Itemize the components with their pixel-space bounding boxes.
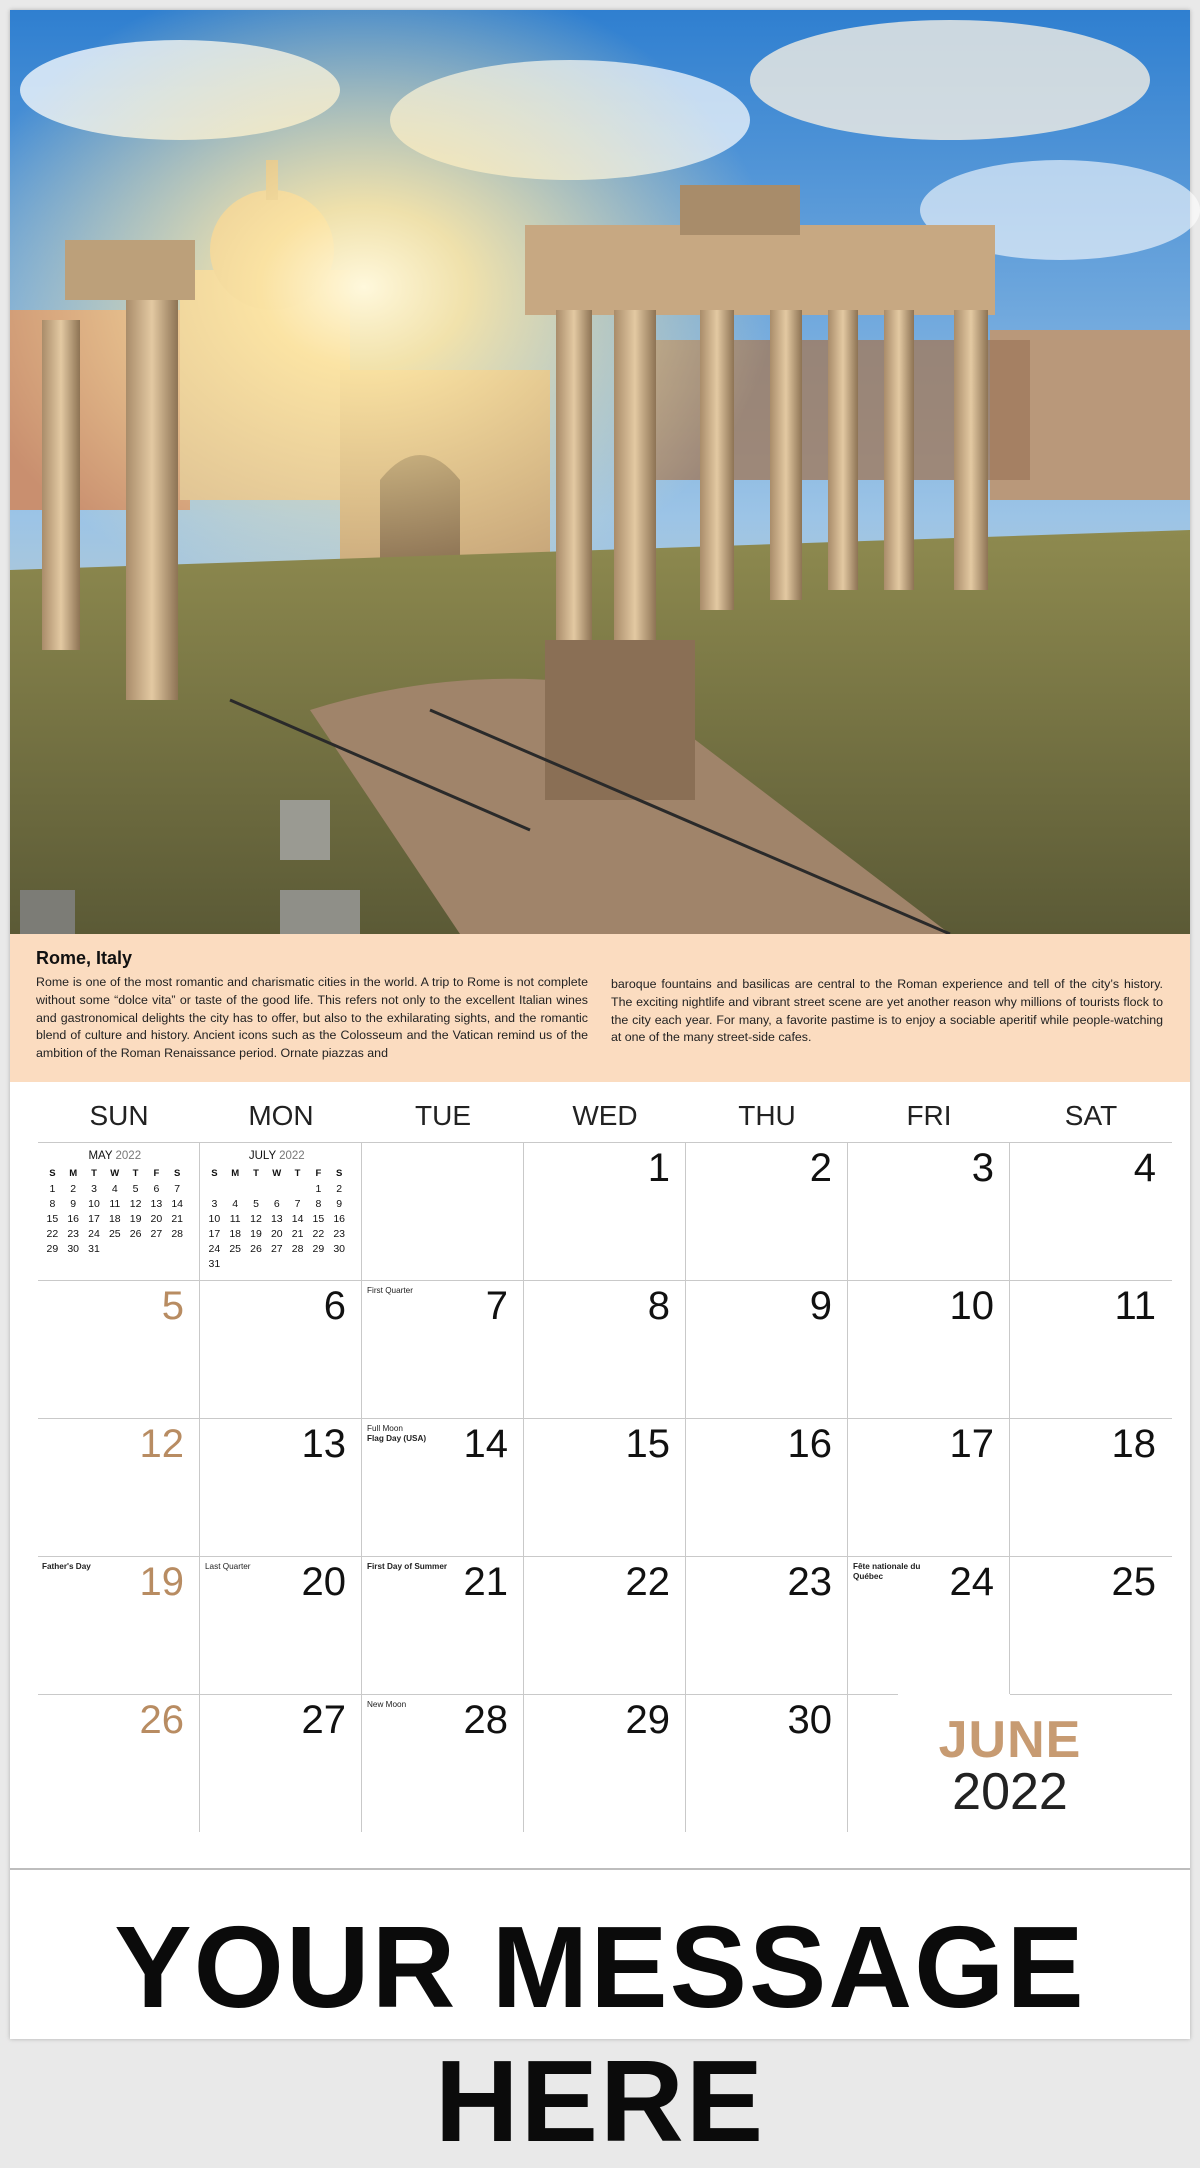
year-label: 2022 [952, 1763, 1068, 1821]
advertiser-message: YOUR MESSAGE HERE [114, 1902, 1086, 2166]
grid-line [199, 1142, 200, 1832]
day-number: 11 [1114, 1284, 1156, 1328]
mini-day: 31 [208, 1257, 221, 1270]
mini-day: 24 [208, 1242, 221, 1255]
mini-day [308, 1256, 329, 1271]
day-number: 24 [949, 1560, 994, 1604]
mini-day: 1 [315, 1182, 322, 1195]
mini-day: 14 [171, 1197, 184, 1210]
description-text-right: baroque fountains and basilicas are central to the Roman experience and tell of the city’s history. The exciting nightlife and vibrant street scene are yet another reason why millions of tourists flock to the city each year. For many, a favorite pastime is to enjoy a sociable aperitif while people-watching at one of the many street-side cafes. [611, 977, 1163, 1045]
mini-day [266, 1181, 287, 1196]
dow-sun: SUN [89, 1100, 149, 1131]
day-number: 1 [647, 1146, 670, 1190]
note-new-moon: New Moon [367, 1700, 407, 1709]
mini-day: 14 [291, 1212, 304, 1225]
mini-day: 30 [67, 1242, 80, 1255]
mini-day: 20 [150, 1212, 163, 1225]
mini-day [125, 1241, 146, 1256]
note-last-quarter: Last Quarter [205, 1562, 251, 1571]
mini-day: 9 [336, 1197, 343, 1210]
mini-day: 17 [208, 1227, 221, 1240]
mini-day: 13 [150, 1197, 163, 1210]
grid-line [38, 1556, 1172, 1557]
mini-day: 8 [315, 1197, 322, 1210]
mini-day: 4 [111, 1182, 118, 1195]
day-number: 18 [1111, 1422, 1156, 1466]
note-fathers-day: Father's Day [42, 1562, 91, 1571]
mini-dow: M [69, 1168, 78, 1179]
mini-dow: T [294, 1168, 301, 1179]
day-number: 3 [971, 1146, 994, 1190]
mini-year: 2022 [115, 1150, 142, 1162]
day-number: 20 [301, 1560, 346, 1604]
day-number: 23 [787, 1560, 832, 1604]
day-number: 27 [301, 1698, 346, 1742]
grid-line [1009, 1142, 1010, 1694]
mini-day: 8 [49, 1197, 56, 1210]
note-full-moon: Full Moon [367, 1424, 403, 1433]
dow-thu: THU [738, 1100, 796, 1131]
mini-day: 28 [291, 1242, 304, 1255]
mini-dow: W [272, 1168, 282, 1179]
mini-day [287, 1181, 308, 1196]
mini-day: 16 [67, 1212, 80, 1225]
mini-day: 19 [250, 1227, 262, 1240]
mini-day: 13 [270, 1212, 283, 1225]
dow-tue: TUE [415, 1100, 471, 1131]
grid-line [361, 1142, 362, 1832]
mini-day [246, 1256, 267, 1271]
mini-dow: F [153, 1168, 160, 1179]
mini-day: 31 [88, 1242, 100, 1255]
day-number: 8 [647, 1284, 670, 1328]
day-number: 14 [463, 1422, 508, 1466]
mini-day [329, 1256, 350, 1271]
mini-day: 22 [46, 1227, 59, 1240]
day-number: 7 [485, 1284, 508, 1328]
mini-day [246, 1181, 267, 1196]
mini-day: 12 [129, 1197, 142, 1210]
mini-dow: S [174, 1168, 181, 1179]
mini-month: JULY [248, 1150, 276, 1162]
day-number: 28 [463, 1698, 508, 1742]
note-flag-day: Flag Day (USA) [367, 1434, 427, 1443]
dow-fri: FRI [906, 1100, 952, 1131]
mini-day: 10 [208, 1212, 221, 1225]
mini-day: 25 [108, 1227, 121, 1240]
mini-dow: S [49, 1168, 56, 1179]
mini-dow: T [91, 1168, 97, 1179]
grid-line [38, 1418, 1172, 1419]
mini-day: 27 [150, 1227, 163, 1240]
location-title: Rome, Italy [36, 948, 133, 968]
day-number: 6 [323, 1284, 346, 1328]
grid-line [38, 1694, 898, 1695]
mini-day [146, 1241, 167, 1256]
mini-day: 16 [333, 1212, 346, 1225]
day-number: 13 [301, 1422, 346, 1466]
description-text-left: Rome is one of the most romantic and charismatic cities in the world. A trip to Rome is not complete without some “dolce vita” or taste of the good life. This refers not only to the excellent Italian wines and gastronomical delights the city has to offer, but also to the exhilarating sights, and the romantic blend of culture and history. Ancient icons such as the Colosseum and the Vatican remind us of the ambition of the Roman Renaissance period. Ornate piazzas and [36, 975, 588, 1061]
mini-day: 7 [174, 1182, 181, 1195]
note-fete-nationale: Fête nationale du Québec [853, 1562, 921, 1581]
mini-day: 4 [232, 1197, 239, 1210]
mini-day: 3 [211, 1197, 218, 1210]
mini-day: 21 [291, 1227, 304, 1240]
mini-day [225, 1181, 246, 1196]
note-first-quarter: First Quarter [367, 1286, 413, 1295]
mini-calendar-july [204, 1150, 350, 1271]
description-band [10, 934, 1190, 1082]
mini-day: 18 [229, 1227, 242, 1240]
mini-day: 10 [88, 1197, 100, 1210]
mini-dow: T [253, 1168, 259, 1179]
mini-day [287, 1256, 308, 1271]
mini-day: 6 [273, 1197, 280, 1210]
day-number: 5 [161, 1284, 184, 1328]
mini-day: 30 [333, 1242, 346, 1255]
day-number: 15 [625, 1422, 670, 1466]
dow-mon: MON [248, 1100, 314, 1131]
day-number: 29 [625, 1698, 670, 1742]
mini-day: 12 [250, 1212, 262, 1225]
day-number: 12 [139, 1422, 184, 1466]
note-first-day-summer: First Day of Summer [367, 1562, 448, 1571]
mini-day: 6 [153, 1182, 160, 1195]
mini-dow: S [336, 1168, 343, 1179]
day-number: 4 [1133, 1146, 1156, 1190]
mini-day [266, 1256, 287, 1271]
day-number: 30 [787, 1698, 832, 1742]
calendar-page [10, 10, 1190, 2166]
mini-day: 2 [336, 1182, 343, 1195]
mini-dow: T [132, 1168, 139, 1179]
mini-day: 18 [108, 1212, 121, 1225]
mini-dow: W [110, 1168, 120, 1179]
mini-calendar-may [42, 1150, 188, 1256]
mini-day: 22 [312, 1227, 325, 1240]
day-number: 21 [463, 1560, 508, 1604]
mini-day [167, 1241, 188, 1256]
mini-month: MAY [88, 1150, 113, 1162]
grid-line [523, 1142, 524, 1832]
grid-line [685, 1142, 686, 1832]
mini-day: 11 [109, 1197, 121, 1210]
grid-line [847, 1142, 848, 1832]
mini-day: 5 [253, 1197, 259, 1210]
mini-day: 26 [250, 1242, 262, 1255]
mini-day: 15 [312, 1212, 325, 1225]
day-number: 26 [139, 1698, 184, 1742]
day-number: 22 [625, 1560, 670, 1604]
mini-day: 21 [171, 1212, 184, 1225]
mini-day: 29 [46, 1242, 59, 1255]
mini-day: 2 [70, 1182, 77, 1195]
mini-day: 9 [70, 1197, 77, 1210]
mini-day: 7 [294, 1197, 301, 1210]
month-label: JUNE [938, 1711, 1082, 1769]
day-number: 9 [809, 1284, 832, 1328]
footer-divider [10, 1868, 1190, 1870]
day-number: 17 [949, 1422, 994, 1466]
mini-day: 17 [88, 1212, 100, 1225]
grid-line [38, 1280, 1172, 1281]
mini-day: 19 [129, 1212, 142, 1225]
dow-sat: SAT [1064, 1100, 1118, 1131]
mini-day [225, 1256, 246, 1271]
rome-forum-photo [10, 10, 1190, 934]
day-number: 25 [1111, 1560, 1156, 1604]
day-number: 19 [139, 1560, 184, 1604]
days-of-week-header [38, 1100, 1172, 1140]
mini-day: 29 [312, 1242, 325, 1255]
mini-day: 23 [333, 1227, 346, 1240]
mini-day: 20 [270, 1227, 283, 1240]
mini-day: 23 [67, 1227, 80, 1240]
mini-dow: F [315, 1168, 322, 1179]
mini-day: 25 [229, 1242, 242, 1255]
mini-year: 2022 [279, 1150, 305, 1162]
mini-day: 1 [49, 1182, 56, 1195]
day-number: 10 [949, 1284, 994, 1328]
mini-dow: S [211, 1168, 218, 1179]
grid-line [1010, 1694, 1172, 1695]
mini-day: 27 [270, 1242, 283, 1255]
mini-dow: M [231, 1168, 240, 1179]
mini-day: 11 [229, 1212, 241, 1225]
grid-line [38, 1142, 1172, 1143]
mini-day: 28 [171, 1227, 184, 1240]
day-number: 16 [787, 1422, 832, 1466]
mini-day: 26 [129, 1227, 142, 1240]
mini-day: 24 [88, 1227, 100, 1240]
mini-day: 3 [91, 1182, 97, 1195]
day-number: 2 [809, 1146, 832, 1190]
mini-day: 15 [46, 1212, 59, 1225]
mini-day [204, 1181, 225, 1196]
dow-wed: WED [572, 1100, 638, 1131]
mini-day [104, 1241, 125, 1256]
mini-day: 5 [132, 1182, 139, 1195]
